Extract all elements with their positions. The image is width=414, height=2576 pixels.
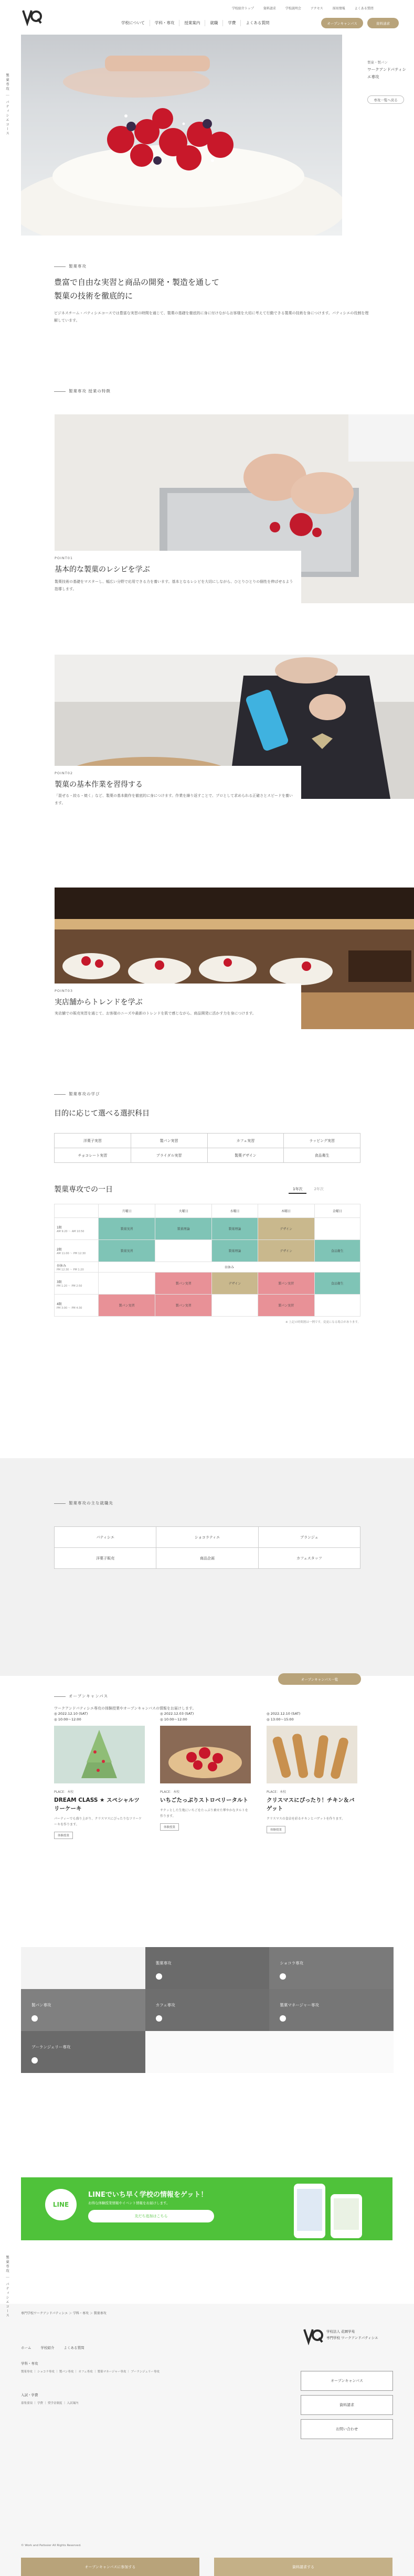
line-banner[interactable] xyxy=(21,2177,392,2240)
event-desc: パーティーでも盛り上がり、クリスマスにぴったりなツリーケーキを作ります。 xyxy=(54,1817,142,1826)
course-tile[interactable] xyxy=(145,1989,270,2031)
career-item[interactable]: パティシエ xyxy=(55,1527,156,1548)
event-desc: サクッとした生地にいちごをたっぷり乗せた華やかなタルトを作ります。 xyxy=(160,1809,248,1818)
period-time: PM 1:20 〜 PM 2:50 xyxy=(57,1284,82,1288)
course-tile-label: ブーランジェリー専攻 xyxy=(31,2045,71,2049)
event-time: ◎ 10:00〜12:00 xyxy=(54,1717,81,1722)
subjects-label: 製菓専攻の学び xyxy=(54,1091,100,1097)
line-add-friend-button[interactable]: 友だち追加はこちら xyxy=(88,2210,214,2222)
feature-2-title: 製菓の基本作業を習得する xyxy=(55,781,143,789)
nav-item[interactable]: 学科・専攻 xyxy=(150,20,179,26)
schedule-cell: 製パン実習 xyxy=(155,1295,212,1317)
period-label: 2限 xyxy=(57,1247,62,1252)
line-logo: LINE xyxy=(45,2189,77,2220)
period-label: 3限 xyxy=(57,1280,62,1284)
subject-item: 洋菓子実習 xyxy=(55,1134,131,1148)
utility-link[interactable]: よくある質問 xyxy=(354,7,374,10)
event-place: PLACE：本校 xyxy=(267,1790,286,1794)
course-title: ワークアンドパティシエ専攻 xyxy=(367,67,406,79)
course-tile[interactable] xyxy=(269,1989,394,2031)
footer-contact-button[interactable]: お問い合わせ xyxy=(301,2419,393,2439)
nav-item[interactable]: 授業案内 xyxy=(179,20,205,26)
course-tiles xyxy=(21,1947,394,2073)
schedule-cell-empty xyxy=(155,1240,212,1262)
event-date: ◎ 2022.12.03 (SAT) xyxy=(160,1712,194,1716)
feature-2-point: POINT02 xyxy=(55,771,73,775)
line-phone-mockup xyxy=(273,2182,378,2238)
nav-item[interactable]: 就職 xyxy=(205,20,222,26)
event-time: ◎ 13:00〜15:00 xyxy=(267,1717,294,1722)
schedule-cell: 製菓理論 xyxy=(212,1218,258,1240)
schedule-table xyxy=(54,1204,360,1324)
open-campus-button[interactable]: オープンキャンパス xyxy=(321,18,363,28)
event-photo xyxy=(267,1726,357,1783)
schedule-cell: 食品衛生 xyxy=(314,1273,360,1295)
career-item[interactable]: 洋菓子販売 xyxy=(55,1548,156,1569)
event-title[interactable]: クリスマスにぴったり！チキン＆バゲット xyxy=(267,1797,355,1812)
event-desc: クリスマスの食卓を彩るチキンとバゲットを作ります。 xyxy=(267,1817,345,1821)
event-photo xyxy=(160,1726,251,1783)
main-nav xyxy=(116,20,274,26)
event-title[interactable]: いちごたっぷりストロベリータルト xyxy=(160,1797,248,1803)
intro-label: 製菓専攻 xyxy=(54,263,87,269)
course-tile-label: 製菓専攻 xyxy=(155,1961,172,1965)
utility-link[interactable]: 学校説明会 xyxy=(285,7,301,10)
features-label: 製菓専攻 授業の特徴 xyxy=(54,388,111,394)
schedule-cell-empty xyxy=(314,1218,360,1240)
subject-item: チョコレート実習 xyxy=(55,1148,131,1163)
subject-item: ラッピング実習 xyxy=(284,1134,360,1148)
career-item[interactable]: カフェスタッフ xyxy=(259,1548,360,1569)
event-card[interactable] xyxy=(267,1711,357,1833)
feature-1-title: 基本的な製菓のレシピを学ぶ xyxy=(55,565,150,574)
event-place: PLACE：本校 xyxy=(54,1790,74,1794)
event-tag: 体験授業 xyxy=(267,1826,285,1833)
schedule-cell-empty xyxy=(212,1295,258,1317)
footer-dept-heading: 学科・専攻 xyxy=(21,2361,38,2366)
utility-link[interactable]: 資料請求 xyxy=(263,7,276,10)
day-header: 火曜日 xyxy=(155,1204,212,1218)
schedule-cell: 製菓理論 xyxy=(212,1240,258,1262)
subject-item: 製菓デザイン xyxy=(208,1148,284,1163)
tile-placeholder xyxy=(21,1947,145,1989)
subject-item: カフェ実習 xyxy=(208,1134,284,1148)
arrow-circle-icon xyxy=(31,2057,38,2064)
schedule-cell-empty xyxy=(99,1273,155,1295)
day-header: 月曜日 xyxy=(99,1204,155,1218)
event-date: ◎ 2022.12.10 (SAT) xyxy=(54,1712,88,1716)
sticky-open-campus-button[interactable]: オープンキャンパスに参加する xyxy=(21,2558,199,2576)
nav-item[interactable]: 学校について xyxy=(121,20,145,25)
news-body: ワークアンドパティシエ専攻の体験授業やオープンキャンパスの情報をお届けします。 xyxy=(54,1706,196,1711)
tab-year1[interactable]: 1年次 xyxy=(289,1185,306,1194)
period-label: 1限 xyxy=(57,1225,62,1230)
course-tile[interactable] xyxy=(21,1989,145,2031)
lunch-row: 昼休み xyxy=(99,1262,360,1273)
day-header: 木曜日 xyxy=(258,1204,314,1218)
footer-link[interactable]: ホーム xyxy=(21,2346,31,2350)
schedule-cell: 製パン実習 xyxy=(258,1295,314,1317)
event-card[interactable] xyxy=(54,1711,145,1839)
nav-item[interactable]: 学費 xyxy=(222,20,240,26)
feature-2-body: 「混ぜる・絞る・焼く」など、製菓の基本動作を徹底的に身につけます。作業を繰り返すことで、プロとして求められる正確さとスピードを養います。 xyxy=(55,794,293,805)
feature-1-body: 製菓技術の基礎をマスターし、幅広い分野で応用できる力を養います。基本となるレシピを大切にしながら、ひとりひとりの個性を伸ばせるよう指導します。 xyxy=(55,580,293,591)
utility-link[interactable]: アクセス xyxy=(310,7,323,10)
event-date: ◎ 2022.12.10 (SAT) xyxy=(267,1712,301,1716)
period-time: AM 9:20 〜 AM 10:50 xyxy=(57,1230,84,1233)
footer-link[interactable]: よくある質問 xyxy=(63,2346,84,2350)
period-time: AM 11:00 〜 PM 12:30 xyxy=(57,1252,86,1255)
schedule-cell: デザイン xyxy=(258,1218,314,1240)
footer-school-name: 学校法人 花園学苑 xyxy=(326,2329,355,2334)
footer-dept-links[interactable]: 製菓専攻 ｜ ショコラ専攻 ｜ 製パン専攻 ｜ カフェ専攻 ｜ 製菓マネージャー専攻 ｜ ブーランジェリー専攻 xyxy=(21,2370,160,2374)
day-header: 水曜日 xyxy=(212,1204,258,1218)
schedule-cell: 製菓理論 xyxy=(155,1218,212,1240)
course-tile[interactable] xyxy=(21,2031,145,2073)
event-place: PLACE：本校 xyxy=(160,1790,180,1794)
schedule-cell: デザイン xyxy=(258,1240,314,1262)
feature-3-point: POINT03 xyxy=(55,989,73,993)
sticky-docs-button[interactable]: 資料請求する xyxy=(214,2558,392,2576)
career-item[interactable]: ショコラティエ xyxy=(156,1527,258,1548)
event-card[interactable] xyxy=(160,1711,251,1831)
course-tile-label: ショコラ専攻 xyxy=(280,1961,304,1965)
feature-1-point: POINT01 xyxy=(55,556,73,560)
schedule-cell: 食品衛生 xyxy=(314,1240,360,1262)
breadcrumb[interactable]: 専門学校ワークアンドパティシエ ＞ 学科・専攻 ＞ 製菓専攻 xyxy=(21,2312,107,2315)
arrow-circle-icon xyxy=(31,2015,38,2022)
footer-info-heading: 入試・学費 xyxy=(21,2393,38,2397)
feature-3-body: 実店舗での販売実習を通じて、お客様のニーズや最新のトレンドを肌で感じながら、商品開発に活かす力を身につけます。 xyxy=(55,1011,256,1016)
utility-link[interactable]: 採用情報 xyxy=(332,7,345,10)
course-tile-label: カフェ専攻 xyxy=(155,2003,175,2007)
hero-image xyxy=(21,35,342,236)
arrow-circle-icon xyxy=(156,2015,162,2022)
footer-primary-nav xyxy=(21,2345,84,2351)
footer-link[interactable]: 学校紹介 xyxy=(40,2346,55,2350)
careers-grid xyxy=(54,1526,360,1569)
arrow-circle-icon xyxy=(280,2015,286,2022)
news-label: オープンキャンパス xyxy=(54,1693,108,1699)
period-time: PM 3:00 〜 PM 4:30 xyxy=(57,1306,82,1310)
schedule-cell: 製パン実習 xyxy=(155,1273,212,1295)
event-title[interactable]: DREAM CLASS ★ スペシャルツリーケーキ xyxy=(54,1797,140,1812)
tile-placeholder xyxy=(269,2031,394,2073)
site-logo[interactable] xyxy=(21,7,42,26)
arrow-circle-icon xyxy=(156,1973,162,1980)
course-tile-label: 製菓マネージャー専攻 xyxy=(280,2003,320,2007)
line-title: LINEでいち早く学校の情報をゲット！ xyxy=(88,2191,208,2199)
period-time: PM 12:30 〜 PM 1:20 xyxy=(57,1268,84,1271)
period-label: 4限 xyxy=(57,1302,62,1306)
subject-item: ブライダル実習 xyxy=(131,1148,208,1163)
footer-docs-button[interactable]: 資料請求 xyxy=(301,2395,393,2415)
intro-title-line1: 豊富で自由な実習と商品の開発・製造を通して xyxy=(54,277,220,287)
tab-year2[interactable]: 2年次 xyxy=(314,1187,324,1191)
schedule-cell: 製菓実習 xyxy=(99,1218,155,1240)
event-tag: 体験授業 xyxy=(160,1823,179,1831)
schedule-note: ※ 上記の時間割は一例です。変更になる場合があります。 xyxy=(285,1321,360,1324)
hero-side-text: 製菓専攻 ｜ パティシエコース xyxy=(5,73,9,136)
subject-item: 製パン実習 xyxy=(131,1134,208,1148)
course-tile[interactable] xyxy=(145,1947,270,1989)
schedule-tabs xyxy=(289,1185,328,1194)
cake-photo xyxy=(21,35,342,236)
schedule-title: 製菓専攻での一日 xyxy=(54,1185,113,1194)
footer-logo[interactable] xyxy=(302,2326,323,2345)
site-header xyxy=(0,0,414,35)
footer-school-sub: 専門学校 ワークアンドパティシエ xyxy=(326,2336,378,2340)
utility-nav xyxy=(232,6,374,10)
subjects-title: 目的に応じて選べる選択科目 xyxy=(54,1109,150,1118)
footer-open-campus-button[interactable]: オープンキャンパス xyxy=(301,2371,393,2391)
schedule-cell: 製パン実習 xyxy=(99,1295,155,1317)
line-body: お得な体験授業情報やイベント情報をお届けします。 xyxy=(88,2201,170,2205)
subject-item: 食品衛生 xyxy=(284,1148,360,1163)
event-photo xyxy=(54,1726,145,1783)
request-docs-button[interactable]: 資料請求 xyxy=(367,18,399,28)
intro-title xyxy=(54,275,219,303)
schedule-cell-empty xyxy=(314,1295,360,1317)
tile-placeholder xyxy=(145,2031,270,2073)
intro-body: ビジネスチーム・パティシエコースでは豊富な実習の時間を通じて、製菓の基礎を徹底的に身に付けながらお客様を大切に考えて行動できる製菓の技術を身につけます。パティシエの役割を理解しています。 xyxy=(54,311,369,323)
event-time: ◎ 10:00〜12:00 xyxy=(160,1717,187,1722)
schedule-cell: 製菓実習 xyxy=(99,1240,155,1262)
utility-link[interactable]: 学校紹介トップ xyxy=(232,7,254,10)
subjects-grid xyxy=(54,1133,360,1163)
nav-item[interactable]: よくある質問 xyxy=(240,20,274,26)
feature-3-title: 実店舗からトレンドを学ぶ xyxy=(55,998,143,1007)
course-category: 製菓・製パン xyxy=(367,60,388,65)
news-list-button[interactable]: オープンキャンパス一覧 xyxy=(278,1673,361,1685)
copyright: © Work and Patissier All Rights Reserved. xyxy=(21,2544,81,2547)
footer-info-links[interactable]: 募集要項 ｜ 学費 ｜ 奨学金制度 ｜ 入試案内 xyxy=(21,2402,79,2405)
period-label: 昼休み xyxy=(57,1264,67,1268)
schedule-cell: 製パン実習 xyxy=(258,1273,314,1295)
page-top-link[interactable]: 製菓専攻 ｜ パティシエコース xyxy=(5,2256,9,2318)
back-to-list-button[interactable]: 専攻一覧へ戻る xyxy=(367,95,404,104)
career-item[interactable]: 商品企画 xyxy=(156,1548,258,1569)
career-item[interactable]: ブランジェ xyxy=(259,1527,360,1548)
course-heading xyxy=(367,59,409,81)
careers-label: 製菓専攻の主な就職先 xyxy=(54,1500,113,1506)
day-header: 金曜日 xyxy=(314,1204,360,1218)
course-tile-label: 製パン専攻 xyxy=(31,2003,51,2007)
arrow-circle-icon xyxy=(280,1973,286,1980)
schedule-cell: デザイン xyxy=(212,1273,258,1295)
event-tag: 体験授業 xyxy=(54,1832,73,1839)
course-tile[interactable] xyxy=(269,1947,394,1989)
intro-title-line2: 製菓の技術を徹底的に xyxy=(54,291,133,301)
